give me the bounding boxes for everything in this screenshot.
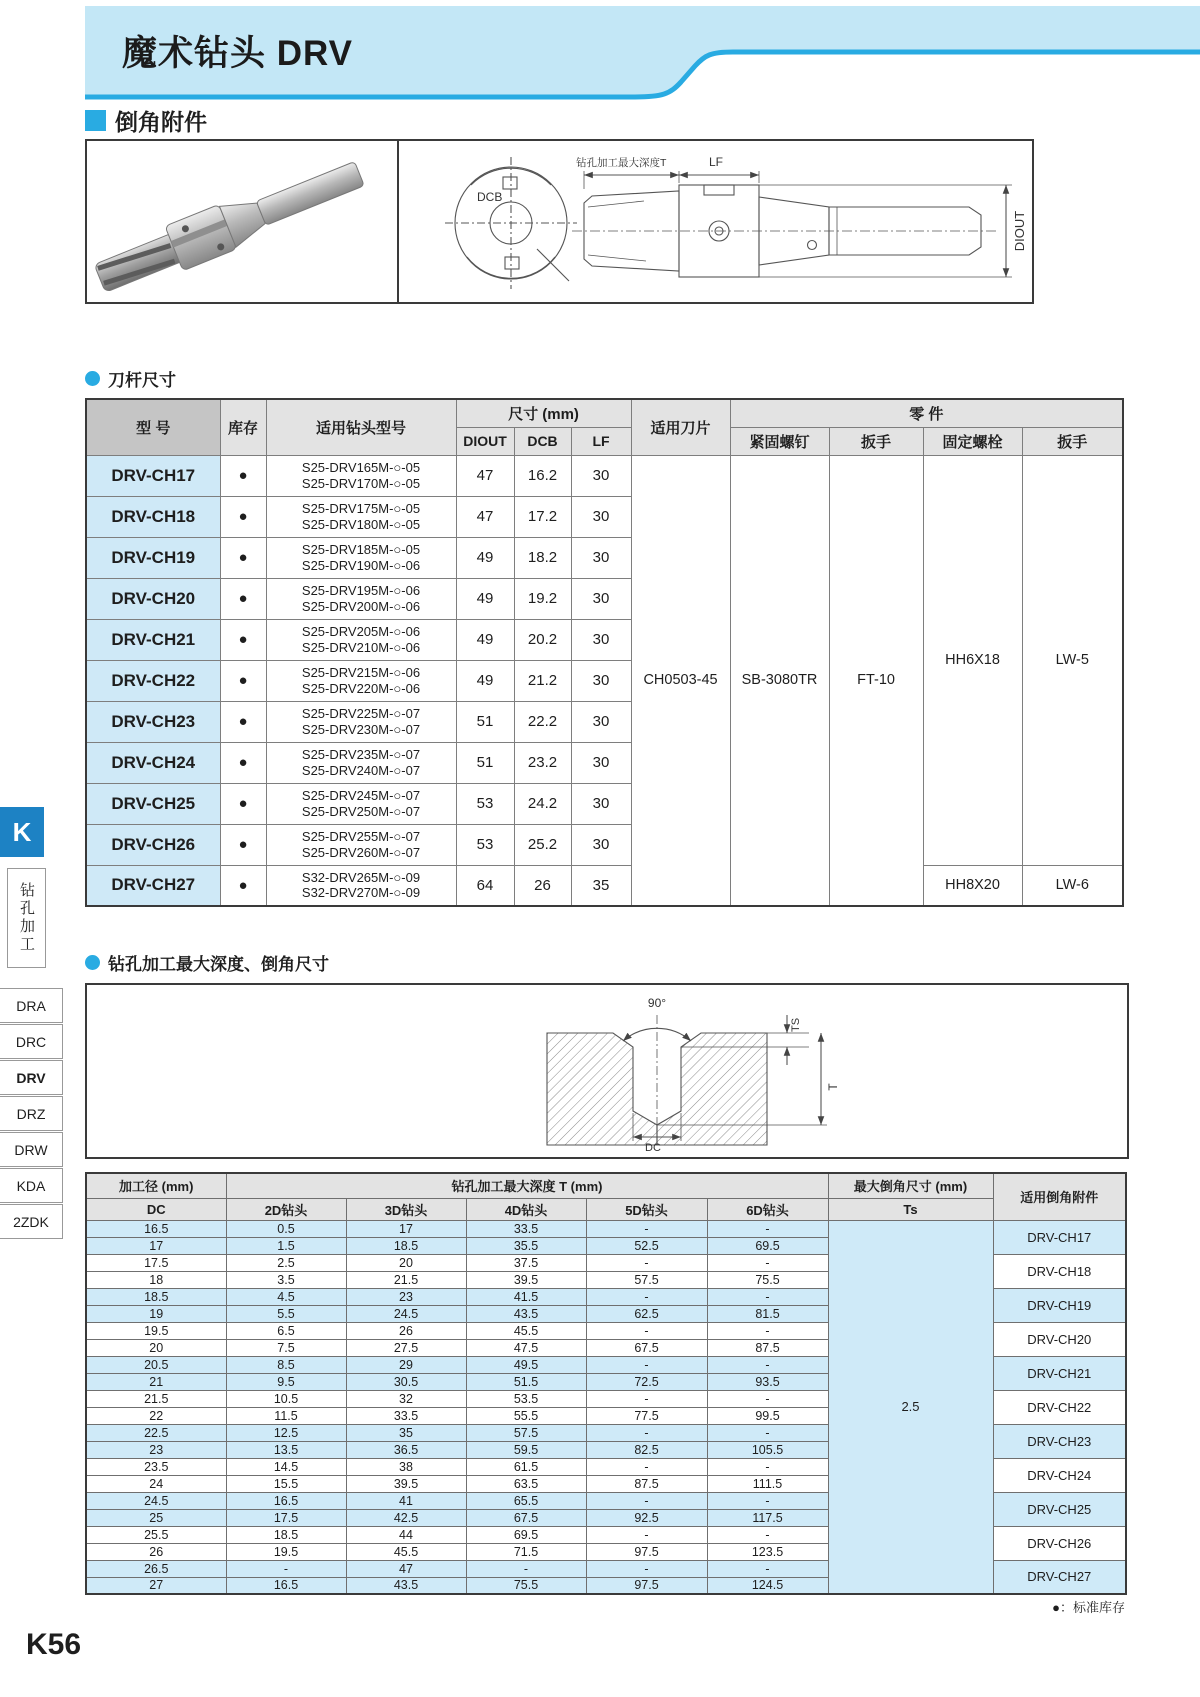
depth-cell: -	[586, 1322, 707, 1339]
dcb-cell: 24.2	[514, 783, 571, 824]
depth-cell: 57.5	[466, 1424, 586, 1441]
depth-cell: -	[707, 1254, 828, 1271]
dcb-cell: 17.2	[514, 496, 571, 537]
depth-cell: 45.5	[466, 1322, 586, 1339]
stock-dot: ●	[220, 455, 266, 496]
end-view	[445, 157, 577, 289]
subtitle-text: 刀杆尺寸	[108, 371, 176, 390]
chamfer-attachment-figure	[85, 139, 1034, 304]
drill-models-cell: S25-DRV245M-○-07 S25-DRV250M-○-07	[266, 783, 456, 824]
col-header-drill: 适用钻头型号	[266, 399, 456, 455]
depth-cell: 69.5	[466, 1526, 586, 1543]
depth-cell: 26	[346, 1322, 466, 1339]
diout-cell: 47	[456, 496, 514, 537]
col-header-lf: LF	[571, 427, 631, 455]
sidebar-item-drv: DRV	[0, 1060, 63, 1095]
depth-cell: 42.5	[346, 1509, 466, 1526]
sidebar-item-2zdk: 2ZDK	[0, 1204, 63, 1239]
depth-cell: 18.5	[226, 1526, 346, 1543]
stock-dot: ●	[220, 578, 266, 619]
depth-cell: 11.5	[226, 1407, 346, 1424]
stock-legend: ●：标准库存	[1052, 1600, 1125, 1615]
lf-cell: 30	[571, 824, 631, 865]
col-header-depth: 钻孔加工最大深度 T (mm)	[226, 1173, 828, 1198]
depth-cell: 72.5	[586, 1373, 707, 1390]
depth-cell: -	[586, 1526, 707, 1543]
depth-cell: 3.5	[226, 1271, 346, 1288]
depth-cell: -	[226, 1560, 346, 1577]
lf-cell: 30	[571, 537, 631, 578]
depth-cell: -	[586, 1492, 707, 1509]
drill-models-cell: S25-DRV185M-○-05 S25-DRV190M-○-06	[266, 537, 456, 578]
diout-cell: 51	[456, 701, 514, 742]
depth-cell: 35.5	[466, 1237, 586, 1254]
depth-cell: 47.5	[466, 1339, 586, 1356]
dcb-cell: 18.2	[514, 537, 571, 578]
dcb-cell: 16.2	[514, 455, 571, 496]
diout-cell: 51	[456, 742, 514, 783]
lf-cell: 30	[571, 742, 631, 783]
depth-cell: 55.5	[466, 1407, 586, 1424]
depth-cell: 2.5	[226, 1254, 346, 1271]
dcb-cell: 22.2	[514, 701, 571, 742]
depth-cell: 5.5	[226, 1305, 346, 1322]
depth-cell: 69.5	[707, 1237, 828, 1254]
depth-cell: 53.5	[466, 1390, 586, 1407]
section-dot-bullet	[85, 955, 100, 970]
col-header-3d: 3D钻头	[346, 1198, 466, 1220]
wrench-cell: FT-10	[829, 455, 923, 906]
depth-cell: 62.5	[586, 1305, 707, 1322]
depth-cell: 117.5	[707, 1509, 828, 1526]
ts-dim-label: TS	[790, 1017, 802, 1033]
depth-cell: 57.5	[586, 1271, 707, 1288]
col-header-6d: 6D钻头	[707, 1198, 828, 1220]
depth-cell: 0.5	[226, 1220, 346, 1237]
page-number: K56	[26, 1628, 82, 1661]
dc-dim-label: DC	[645, 1142, 661, 1153]
depth-cell: -	[707, 1458, 828, 1475]
dc-cell: 25	[86, 1509, 226, 1526]
sidebar-item-kda: KDA	[0, 1168, 63, 1203]
model-cell: DRV-CH17	[86, 455, 220, 496]
sidebar-tab-k: K	[0, 807, 44, 857]
depth-cell: 17	[346, 1220, 466, 1237]
depth-cell: 87.5	[586, 1475, 707, 1492]
dc-cell: 18.5	[86, 1288, 226, 1305]
diout-cell: 49	[456, 578, 514, 619]
depth-cell: 93.5	[707, 1373, 828, 1390]
diout-cell: 49	[456, 660, 514, 701]
col-header-ts: Ts	[828, 1198, 993, 1220]
col-header-stock: 库存	[220, 399, 266, 455]
lf-cell: 30	[571, 455, 631, 496]
lf-cell: 35	[571, 865, 631, 906]
depth-cell: 45.5	[346, 1543, 466, 1560]
angle-label: 90°	[647, 996, 667, 1010]
lf-cell: 30	[571, 783, 631, 824]
col-header-2d: 2D钻头	[226, 1198, 346, 1220]
dc-cell: 24	[86, 1475, 226, 1492]
diout-dim-label: DIOUT	[1012, 210, 1027, 252]
drill-models-cell: S25-DRV225M-○-07 S25-DRV230M-○-07	[266, 701, 456, 742]
drill-models-cell: S25-DRV165M-○-05 S25-DRV170M-○-05	[266, 455, 456, 496]
depth-cell: -	[586, 1390, 707, 1407]
dc-cell: 20	[86, 1339, 226, 1356]
dc-cell: 16.5	[86, 1220, 226, 1237]
depth-cell: -	[707, 1526, 828, 1543]
dcb-cell: 21.2	[514, 660, 571, 701]
depth-cell: -	[466, 1560, 586, 1577]
col-header-size: 尺寸 (mm)	[456, 399, 631, 427]
fix-bolt-cell: HH6X18	[923, 455, 1022, 865]
depth-cell: 4.5	[226, 1288, 346, 1305]
depth-cell: 75.5	[466, 1577, 586, 1594]
lf-cell: 30	[571, 701, 631, 742]
col-header-dc: DC	[86, 1198, 226, 1220]
lf-cell: 30	[571, 619, 631, 660]
sidebar-category: 钻孔加工	[7, 868, 46, 968]
model-cell: DRV-CH19	[86, 537, 220, 578]
sidebar-item-drz: DRZ	[0, 1096, 63, 1131]
depth-cell: 65.5	[466, 1492, 586, 1509]
holder-size-table	[85, 398, 1124, 907]
depth-cell: 17.5	[226, 1509, 346, 1526]
depth-cell: 36.5	[346, 1441, 466, 1458]
depth-cell: -	[707, 1356, 828, 1373]
depth-cell: -	[586, 1458, 707, 1475]
drill-models-cell: S25-DRV195M-○-06 S25-DRV200M-○-06	[266, 578, 456, 619]
attachment-cell: DRV-CH21	[993, 1356, 1126, 1390]
depth-cell: 41.5	[466, 1288, 586, 1305]
attachment-cell: DRV-CH25	[993, 1492, 1126, 1526]
sidebar-item-dra: DRA	[0, 988, 63, 1023]
depth-cell: 67.5	[586, 1339, 707, 1356]
model-cell: DRV-CH22	[86, 660, 220, 701]
dc-cell: 22	[86, 1407, 226, 1424]
depth-cell: 39.5	[466, 1271, 586, 1288]
dc-cell: 19.5	[86, 1322, 226, 1339]
depth-cell: 16.5	[226, 1492, 346, 1509]
model-cell: DRV-CH27	[86, 865, 220, 906]
stock-dot: ●	[220, 496, 266, 537]
max-depth-subtitle	[85, 950, 329, 975]
col-header-diout: DIOUT	[456, 427, 514, 455]
side-view	[572, 155, 1027, 277]
wrench2-cell: LW-6	[1022, 865, 1123, 906]
depth-cell: 33.5	[466, 1220, 586, 1237]
t-dim-label: T	[826, 1083, 840, 1091]
col-header-wrench: 扳手	[829, 427, 923, 455]
depth-cell: 75.5	[707, 1271, 828, 1288]
diout-cell: 49	[456, 537, 514, 578]
depth-cell: -	[707, 1220, 828, 1237]
depth-cell: -	[707, 1492, 828, 1509]
attachment-cell: DRV-CH18	[993, 1254, 1126, 1288]
dc-cell: 26.5	[86, 1560, 226, 1577]
dc-cell: 19	[86, 1305, 226, 1322]
depth-cell: 37.5	[466, 1254, 586, 1271]
depth-cell: 52.5	[586, 1237, 707, 1254]
insert-cell: CH0503-45	[631, 455, 730, 906]
stock-dot: ●	[220, 619, 266, 660]
depth-cell: 21.5	[346, 1271, 466, 1288]
dc-cell: 21	[86, 1373, 226, 1390]
depth-cell: -	[586, 1560, 707, 1577]
col-header-4d: 4D钻头	[466, 1198, 586, 1220]
stock-dot: ●	[220, 783, 266, 824]
attachment-cell: DRV-CH22	[993, 1390, 1126, 1424]
col-header-fix-bolt: 固定螺栓	[923, 427, 1022, 455]
diout-cell: 49	[456, 619, 514, 660]
drill-models-cell: S25-DRV205M-○-06 S25-DRV210M-○-06	[266, 619, 456, 660]
depth-cell: 32	[346, 1390, 466, 1407]
model-cell: DRV-CH25	[86, 783, 220, 824]
depth-row	[86, 1220, 1126, 1237]
depth-cell: 20	[346, 1254, 466, 1271]
hole-diagram	[87, 985, 1123, 1153]
dc-cell: 21.5	[86, 1390, 226, 1407]
depth-cell: 82.5	[586, 1441, 707, 1458]
col-header-insert: 适用刀片	[631, 399, 730, 455]
depth-cell: 39.5	[346, 1475, 466, 1492]
stock-dot: ●	[220, 701, 266, 742]
attachment-cell: DRV-CH26	[993, 1526, 1126, 1560]
depth-cell: 51.5	[466, 1373, 586, 1390]
depth-cell: 43.5	[346, 1577, 466, 1594]
dc-cell: 17.5	[86, 1254, 226, 1271]
depth-cell: 47	[346, 1560, 466, 1577]
depth-cell: 99.5	[707, 1407, 828, 1424]
model-cell: DRV-CH20	[86, 578, 220, 619]
depth-cell: 7.5	[226, 1339, 346, 1356]
col-header-clamp-screw: 紧固螺钉	[730, 427, 829, 455]
technical-drawing	[399, 141, 1030, 298]
col-header-dia: 加工径 (mm)	[86, 1173, 226, 1198]
depth-cell: 63.5	[466, 1475, 586, 1492]
depth-cell: 49.5	[466, 1356, 586, 1373]
dcb-cell: 26	[514, 865, 571, 906]
lf-dim-label: LF	[709, 155, 724, 169]
clamp-screw-cell: SB-3080TR	[730, 455, 829, 906]
dc-cell: 24.5	[86, 1492, 226, 1509]
depth-cell: 97.5	[586, 1577, 707, 1594]
diout-cell: 64	[456, 865, 514, 906]
depth-cell: -	[707, 1390, 828, 1407]
drill-models-cell: S25-DRV175M-○-05 S25-DRV180M-○-05	[266, 496, 456, 537]
diout-cell: 53	[456, 783, 514, 824]
depth-cell: 1.5	[226, 1237, 346, 1254]
hole-diagram-box	[85, 983, 1129, 1159]
model-cell: DRV-CH18	[86, 496, 220, 537]
dc-cell: 26	[86, 1543, 226, 1560]
holder-size-subtitle	[85, 366, 176, 391]
col-header-chamfer: 最大倒角尺寸 (mm)	[828, 1173, 993, 1198]
col-header-dcb: DCB	[514, 427, 571, 455]
model-cell: DRV-CH23	[86, 701, 220, 742]
depth-cell: 27.5	[346, 1339, 466, 1356]
section-dot-bullet	[85, 371, 100, 386]
depth-cell: 29	[346, 1356, 466, 1373]
drill-models-cell: S25-DRV215M-○-06 S25-DRV220M-○-06	[266, 660, 456, 701]
dc-cell: 22.5	[86, 1424, 226, 1441]
stock-dot: ●	[220, 865, 266, 906]
dcb-cell: 19.2	[514, 578, 571, 619]
attachment-cell: DRV-CH20	[993, 1322, 1126, 1356]
wrench2-cell: LW-5	[1022, 455, 1123, 865]
depth-cell: -	[586, 1254, 707, 1271]
diout-cell: 47	[456, 455, 514, 496]
drawing-cell	[399, 141, 1032, 302]
page-title: 魔术钻头 DRV	[122, 34, 353, 73]
stock-dot: ●	[220, 660, 266, 701]
depth-cell: 44	[346, 1526, 466, 1543]
drill-models-cell: S32-DRV265M-○-09 S32-DRV270M-○-09	[266, 865, 456, 906]
holder-row	[86, 455, 1123, 496]
attachment-cell: DRV-CH17	[993, 1220, 1126, 1254]
depth-cell: 124.5	[707, 1577, 828, 1594]
depth-cell: -	[586, 1356, 707, 1373]
depth-cell: 15.5	[226, 1475, 346, 1492]
col-header-wrench2: 扳手	[1022, 427, 1123, 455]
depth-cell: 77.5	[586, 1407, 707, 1424]
model-cell: DRV-CH21	[86, 619, 220, 660]
depth-table	[85, 1172, 1127, 1595]
depth-cell: -	[586, 1220, 707, 1237]
depth-cell: -	[707, 1288, 828, 1305]
sidebar-item-drw: DRW	[0, 1132, 63, 1167]
depth-cell: 71.5	[466, 1543, 586, 1560]
depth-cell: 105.5	[707, 1441, 828, 1458]
depth-cell: 10.5	[226, 1390, 346, 1407]
drill-photo-cell	[87, 141, 399, 302]
dc-cell: 27	[86, 1577, 226, 1594]
depth-cell: 111.5	[707, 1475, 828, 1492]
dcb-cell: 23.2	[514, 742, 571, 783]
section-chamfer-attachment	[85, 104, 207, 137]
dc-cell: 23	[86, 1441, 226, 1458]
depth-cell: 24.5	[346, 1305, 466, 1322]
depth-cell: 38	[346, 1458, 466, 1475]
depth-cell: 92.5	[586, 1509, 707, 1526]
attachment-cell: DRV-CH19	[993, 1288, 1126, 1322]
col-header-5d: 5D钻头	[586, 1198, 707, 1220]
depth-dim-label: 钻孔加工最大深度T	[576, 157, 667, 169]
subtitle-text: 钻孔加工最大深度、倒角尺寸	[108, 955, 329, 974]
depth-cell: 35	[346, 1424, 466, 1441]
col-header-parts: 零 件	[730, 399, 1123, 427]
lf-cell: 30	[571, 578, 631, 619]
ts-cell: 2.5	[828, 1220, 993, 1594]
drill-models-cell: S25-DRV255M-○-07 S25-DRV260M-○-07	[266, 824, 456, 865]
depth-cell: -	[586, 1424, 707, 1441]
depth-cell: 14.5	[226, 1458, 346, 1475]
depth-cell: 33.5	[346, 1407, 466, 1424]
dc-cell: 25.5	[86, 1526, 226, 1543]
attachment-cell: DRV-CH24	[993, 1458, 1126, 1492]
stock-dot: ●	[220, 824, 266, 865]
depth-cell: 9.5	[226, 1373, 346, 1390]
depth-cell: 13.5	[226, 1441, 346, 1458]
depth-cell: -	[707, 1560, 828, 1577]
dc-cell: 20.5	[86, 1356, 226, 1373]
sidebar-item-drc: DRC	[0, 1024, 63, 1059]
depth-cell: 8.5	[226, 1356, 346, 1373]
depth-cell: 61.5	[466, 1458, 586, 1475]
depth-cell: 41	[346, 1492, 466, 1509]
depth-cell: 67.5	[466, 1509, 586, 1526]
depth-cell: 97.5	[586, 1543, 707, 1560]
depth-cell: 6.5	[226, 1322, 346, 1339]
col-header-model: 型 号	[86, 399, 220, 455]
stock-dot: ●	[220, 742, 266, 783]
depth-cell: 18.5	[346, 1237, 466, 1254]
depth-cell: -	[707, 1424, 828, 1441]
dc-cell: 23.5	[86, 1458, 226, 1475]
depth-cell: 30.5	[346, 1373, 466, 1390]
attachment-cell: DRV-CH27	[993, 1560, 1126, 1594]
depth-cell: 23	[346, 1288, 466, 1305]
drill-models-cell: S25-DRV235M-○-07 S25-DRV240M-○-07	[266, 742, 456, 783]
depth-cell: 123.5	[707, 1543, 828, 1560]
diout-cell: 53	[456, 824, 514, 865]
col-header-attachment: 适用倒角附件	[993, 1173, 1126, 1220]
drill-photo	[87, 141, 393, 298]
depth-cell: 12.5	[226, 1424, 346, 1441]
dcb-cell: 25.2	[514, 824, 571, 865]
depth-cell: 59.5	[466, 1441, 586, 1458]
depth-cell: -	[586, 1288, 707, 1305]
depth-table-body	[86, 1220, 1126, 1594]
holder-table-body	[86, 455, 1123, 906]
lf-cell: 30	[571, 660, 631, 701]
depth-cell: 81.5	[707, 1305, 828, 1322]
dc-cell: 18	[86, 1271, 226, 1288]
dcb-cell: 20.2	[514, 619, 571, 660]
dcb-label: DCB	[477, 190, 503, 204]
lf-cell: 30	[571, 496, 631, 537]
depth-cell: 16.5	[226, 1577, 346, 1594]
model-cell: DRV-CH26	[86, 824, 220, 865]
dc-cell: 17	[86, 1237, 226, 1254]
holder-row	[86, 865, 1123, 906]
depth-cell: 43.5	[466, 1305, 586, 1322]
attachment-cell: DRV-CH23	[993, 1424, 1126, 1458]
depth-cell: 19.5	[226, 1543, 346, 1560]
depth-cell: -	[707, 1322, 828, 1339]
section-title: 倒角附件	[115, 109, 207, 135]
section-square-bullet	[85, 110, 106, 131]
stock-dot: ●	[220, 537, 266, 578]
depth-cell: 87.5	[707, 1339, 828, 1356]
fix-bolt-cell: HH8X20	[923, 865, 1022, 906]
model-cell: DRV-CH24	[86, 742, 220, 783]
